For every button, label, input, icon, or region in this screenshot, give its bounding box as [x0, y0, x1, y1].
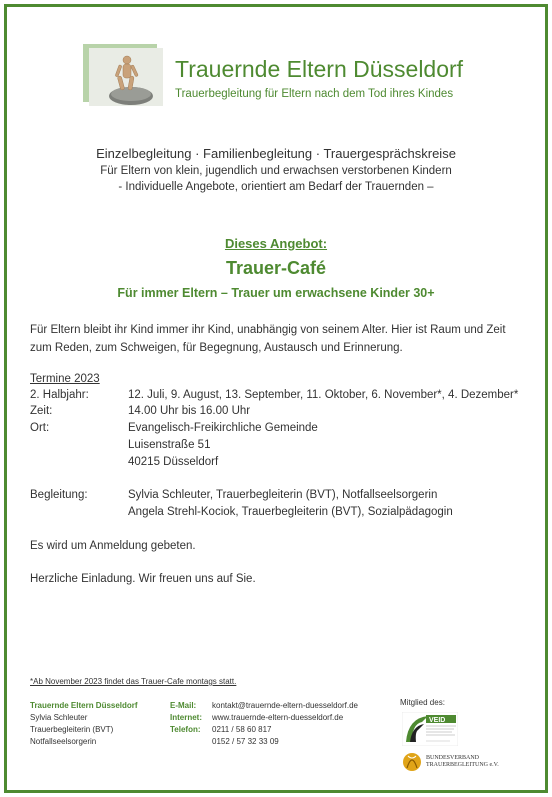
- footnote: *Ab November 2023 findet das Trauer-Cafe montags statt.: [30, 677, 237, 686]
- email-label: E-Mail:: [170, 701, 197, 710]
- internet-label: Internet:: [170, 713, 202, 722]
- logo-photo: [83, 44, 163, 106]
- bvt-logo-line-2: TRAUERBEGLEITUNG e.V.: [426, 762, 499, 768]
- place-line-1: Evangelisch-Freikirchliche Gemeinde: [128, 422, 318, 434]
- half-year-dates: 12. Juli, 9. August, 13. September, 11. Oktober, 6. November*, 4. Dezember*: [128, 389, 519, 401]
- audience-line: Für Eltern von klein, jugendlich und erwachsen verstorbenen Kindern: [100, 165, 452, 177]
- footer-name: Sylvia Schleuter: [30, 713, 88, 722]
- support-person-2: Angela Strehl-Kociok, Trauerbegleiterin (BVT), Sozialpädagogin: [128, 506, 453, 518]
- support-label: Begleitung:: [30, 489, 88, 501]
- place-label: Ort:: [30, 422, 50, 434]
- offer-title: Trauer-Café: [225, 258, 327, 278]
- support-person-1: Sylvia Schleuter, Trauerbegleiterin (BVT), Notfallseelsorgerin: [128, 489, 438, 501]
- member-label: Mitglied des:: [400, 698, 445, 707]
- dates-heading: Termine 2023: [30, 373, 100, 385]
- services-line: Einzelbegleitung · Familienbegleitung · Trauergesprächskreise: [96, 146, 456, 161]
- individual-offers-line: - Individuelle Angebote, orientiert am Bedarf der Trauernden –: [118, 181, 434, 193]
- phone-label: Telefon:: [170, 725, 201, 734]
- time-value: 14.00 Uhr bis 16.00 Uhr: [128, 405, 251, 417]
- footer-role-2: Notfallseelsorgerin: [30, 737, 97, 746]
- bvt-logo: [402, 748, 512, 776]
- offer-heading: Dieses Angebot:: [224, 236, 328, 251]
- offer-subtitle: Für immer Eltern – Trauer um erwachsene Kinder 30+: [117, 286, 435, 300]
- svg-text:VEID: VEID: [429, 717, 446, 724]
- bvt-logo-line-1: BUNDESVERBAND: [426, 755, 480, 761]
- intro-paragraph: Für Eltern bleibt ihr Kind immer ihr Kind, unabhängig von seinem Alter. Hier ist Raum und Zeit zum Reden, zum Schweigen, für Begegnung, Austausch und Erinnerung.: [30, 324, 506, 354]
- email-link[interactable]: kontakt@trauernde-eltern-duesseldorf.de: [212, 701, 358, 710]
- half-year-label: 2. Halbjahr:: [30, 389, 89, 401]
- place-line-2: Luisenstraße 51: [128, 439, 211, 451]
- time-label: Zeit:: [30, 405, 53, 417]
- website-link[interactable]: www.trauernde-eltern-duesseldorf.de: [212, 713, 344, 722]
- phone-1: 0211 / 58 60 817: [212, 725, 272, 734]
- organization-title: Trauernde Eltern Düsseldorf: [175, 56, 464, 82]
- invitation-note: Herzliche Einladung. Wir freuen uns auf Sie.: [30, 573, 256, 585]
- footer-role-1: Trauerbegleiterin (BVT): [30, 725, 114, 734]
- place-line-3: 40215 Düsseldorf: [128, 456, 219, 468]
- footer-org: Trauernde Eltern Düsseldorf: [30, 701, 138, 710]
- organization-subtitle: Trauerbegleitung für Eltern nach dem Tod ihres Kindes: [175, 88, 454, 100]
- phone-2: 0152 / 57 32 33 09: [212, 737, 279, 746]
- registration-note: Es wird um Anmeldung gebeten.: [30, 540, 196, 552]
- veid-logo: [402, 712, 458, 746]
